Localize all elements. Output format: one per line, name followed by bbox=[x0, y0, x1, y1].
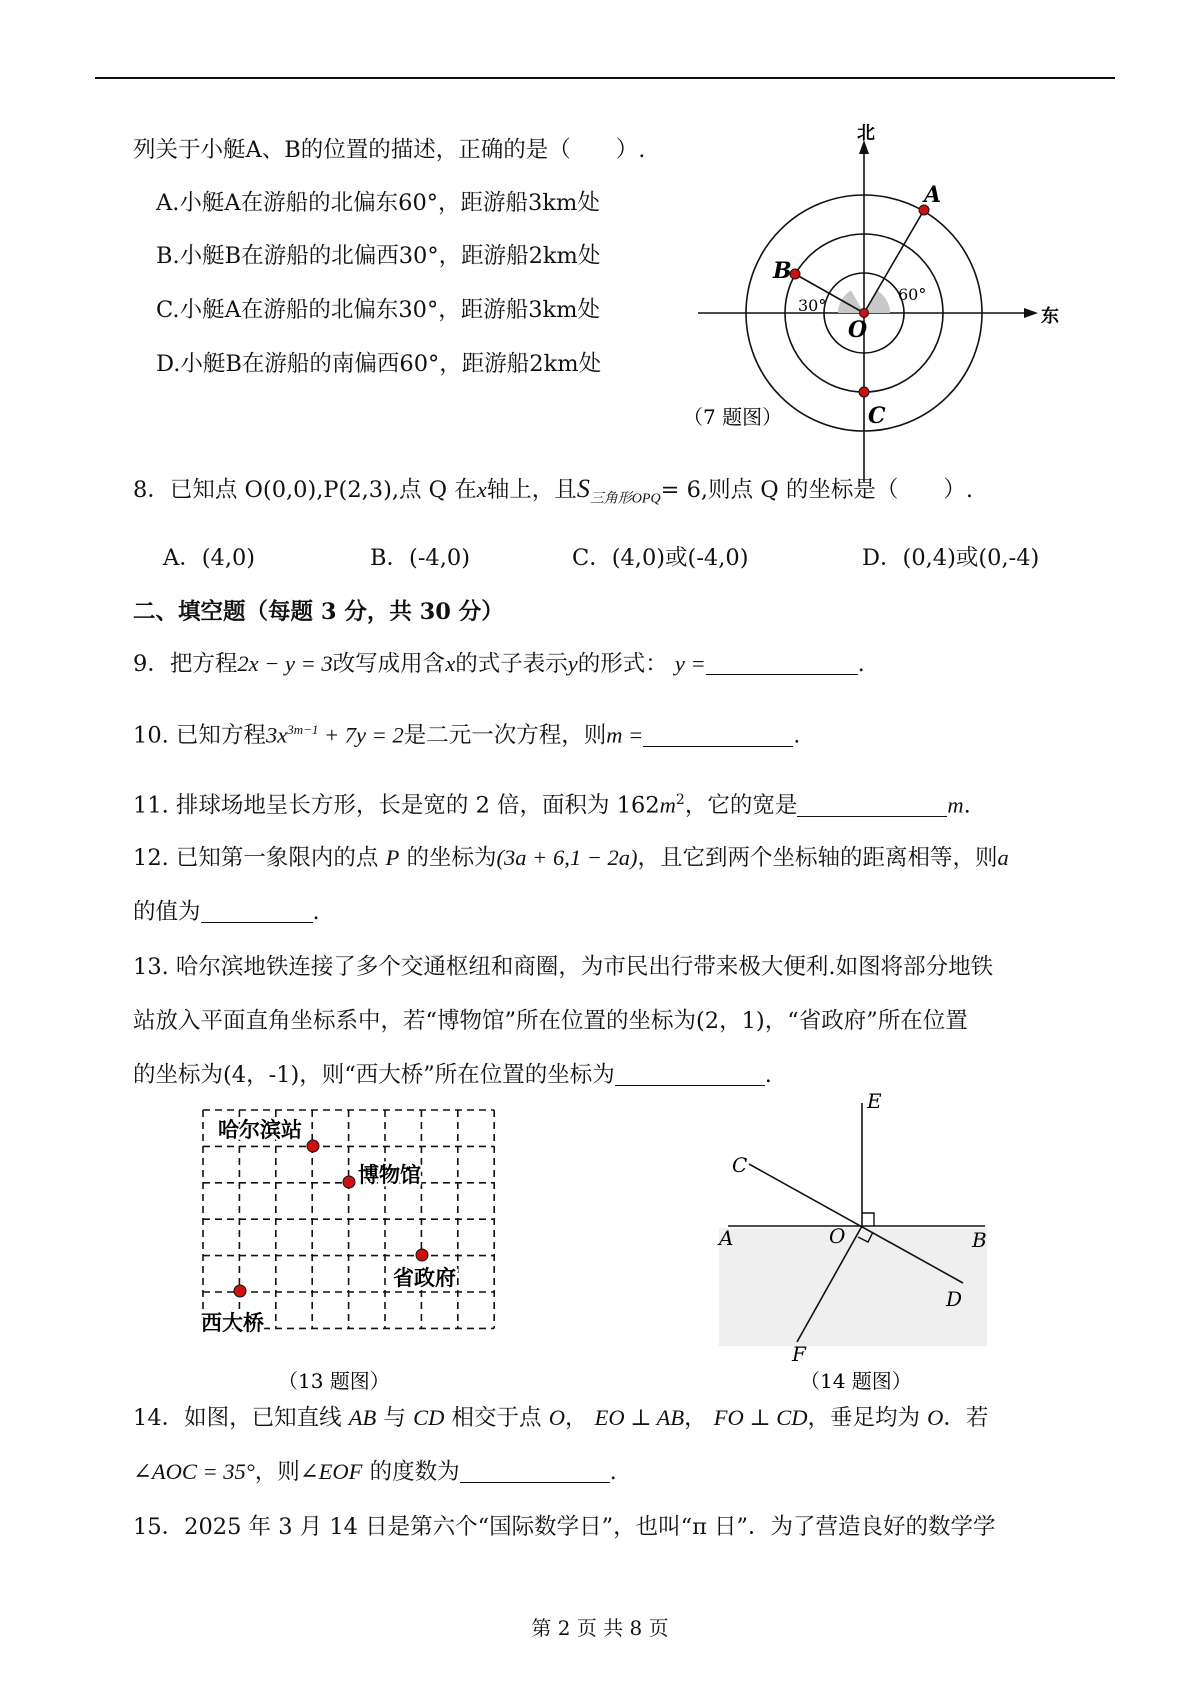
q13-caption: （13 题图） bbox=[278, 1369, 390, 1393]
label-d: D bbox=[946, 1287, 963, 1311]
label-f: F bbox=[792, 1342, 806, 1366]
point-c bbox=[859, 387, 869, 397]
coordinate-grid bbox=[203, 1110, 494, 1328]
station-government-label: 省政府 bbox=[393, 1266, 456, 1290]
label-o: O bbox=[848, 317, 868, 343]
q14-figure bbox=[700, 1089, 1020, 1393]
label-c: C bbox=[868, 403, 886, 429]
q13-answer-blank[interactable] bbox=[615, 1063, 765, 1086]
label-b: B bbox=[972, 1228, 987, 1252]
section-heading: 二、填空题（每题 3 分，共 30 分） bbox=[133, 599, 504, 625]
q10-answer-blank[interactable] bbox=[643, 724, 793, 747]
station-xidaqiao-label: 西大桥 bbox=[201, 1311, 264, 1335]
angle-30-label: 30° bbox=[798, 296, 827, 315]
q10: 10. 已知方程$3x^{3m-1} + 7y = 2$是二元一次方程，则m = . bbox=[133, 722, 801, 749]
label-b: B bbox=[773, 258, 792, 284]
q13-line1: 13. 哈尔滨地铁连接了多个交通枢纽和商圈，为市民出行带来极大便利.如图将部分地铁 bbox=[133, 954, 994, 980]
q12-line1: 12. 已知第一象限内的点 P 的坐标为(3a + 6,1 − 2a)，且它到两个坐标轴的距离相等，则a bbox=[133, 845, 1009, 871]
q7-stem-tail: 列关于小艇A、B的位置的描述，正确的是（ ）. bbox=[133, 137, 646, 163]
q7-option-b: B.小艇B在游船的北偏西30°，距游船2km处 bbox=[156, 243, 601, 269]
q15-line1: 15．2025 年 3 月 14 日是第六个“国际数学日”，也叫“π 日”．为了营造良好的数学学 bbox=[133, 1514, 996, 1540]
station-museum-dot bbox=[343, 1176, 355, 1188]
station-government-dot bbox=[416, 1249, 428, 1261]
q9: 9．把方程2x − y = 3改写成用含x的式子表示y的形式： y = . bbox=[133, 651, 865, 677]
q11: 11. 排球场地呈长方形，长是宽的 2 倍，面积为 $162m^2$，它的宽是 m. bbox=[133, 792, 971, 819]
angle-b-sector bbox=[838, 291, 864, 314]
station-harbin-label: 哈尔滨站 bbox=[218, 1118, 302, 1142]
angle-a-sector bbox=[864, 291, 890, 314]
q13-figure bbox=[180, 1090, 520, 1393]
q8-option-b: B．(-4,0) bbox=[370, 545, 470, 571]
q7-caption: （7 题图） bbox=[683, 405, 783, 429]
label-e: E bbox=[867, 1089, 882, 1113]
label-a: A bbox=[719, 1226, 734, 1250]
q12-answer-blank[interactable] bbox=[201, 900, 313, 923]
q8-option-a: A．(4,0) bbox=[163, 545, 256, 571]
q7-option-a: A.小艇A在游船的北偏东60°，距游船3km处 bbox=[156, 190, 600, 216]
q11-answer-blank[interactable] bbox=[797, 794, 947, 817]
label-o: O bbox=[829, 1224, 846, 1248]
north-label: 北 bbox=[857, 123, 875, 144]
label-a: A bbox=[924, 182, 942, 208]
q12-line2: 的值为 . bbox=[133, 899, 320, 925]
label-c: C bbox=[732, 1153, 748, 1177]
header-rule bbox=[95, 77, 1115, 79]
q14-caption: （14 题图） bbox=[800, 1369, 912, 1393]
station-museum-label: 博物馆 bbox=[358, 1163, 421, 1187]
q7-option-c: C.小艇A在游船的北偏东30°，距游船3km处 bbox=[156, 297, 600, 323]
q8-option-c: C．(4,0)或(-4,0) bbox=[572, 545, 749, 571]
q7-figure bbox=[683, 120, 1070, 480]
station-harbin-dot bbox=[307, 1140, 319, 1152]
q13-line3: 的坐标为(4，-1)，则“西大桥”所在位置的坐标为 . bbox=[133, 1062, 772, 1088]
q7-option-d: D.小艇B在游船的南偏西60°，距游船2km处 bbox=[156, 351, 602, 377]
q9-answer-blank[interactable] bbox=[706, 652, 858, 675]
right-angle-eob bbox=[862, 1213, 874, 1226]
q8-option-d: D．(0,4)或(0,-4) bbox=[862, 545, 1040, 571]
q14-answer-blank[interactable] bbox=[460, 1460, 610, 1483]
angle-60-label: 60° bbox=[898, 285, 927, 304]
east-label: 东 bbox=[1041, 306, 1059, 327]
q13-line2: 站放入平面直角坐标系中，若“博物馆”所在位置的坐标为(2，1)，“省政府”所在位置 bbox=[133, 1008, 968, 1034]
east-arrow-icon bbox=[1024, 308, 1038, 318]
q8-stem: 8．已知点 O(0,0),P(2,3),点 Q 在x轴上，且$S_{三角形OPQ}= 6$,则点 Q 的坐标是（ ）. bbox=[133, 474, 973, 507]
page-footer: 第 2 页 共 8 页 bbox=[531, 1616, 669, 1640]
station-xidaqiao-dot bbox=[234, 1285, 246, 1297]
q14-line2: ∠AOC = 35°，则∠EOF 的度数为 . bbox=[133, 1459, 617, 1485]
q14-line1: 14．如图，已知直线 AB 与 CD 相交于点 O， EO ⊥ AB， FO ⊥ CD，垂足均为 O．若 bbox=[133, 1405, 989, 1431]
